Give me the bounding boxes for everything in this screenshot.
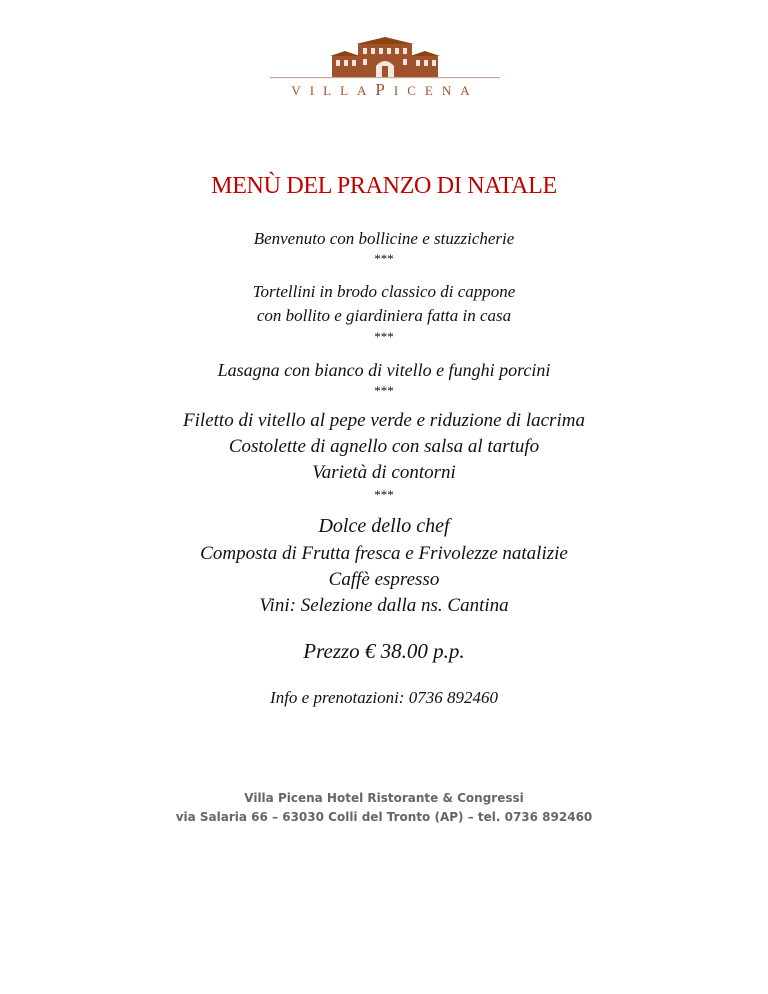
villa-building-icon (270, 34, 500, 114)
course-primo-2 (0, 358, 768, 400)
menu-line: Varietà di contorni (312, 462, 456, 483)
menu-line: con bollito e giardiniera fatta in casa (256, 306, 512, 325)
brand-wordmark: VILLAPICENA (291, 80, 479, 99)
menu-line: Costolette di agnello con salsa al tartufo (228, 436, 540, 457)
separator: *** (374, 383, 394, 398)
course-antipasto (0, 228, 768, 268)
separator: *** (374, 251, 394, 266)
footer-company: Villa Picena Hotel Ristorante & Congressi (244, 791, 524, 805)
menu-line: Caffè espresso (328, 569, 440, 590)
menu-price: Prezzo € 38.00 p.p. (303, 639, 465, 663)
menu-line: Lasagna con bianco di vitello e funghi porcini (217, 360, 551, 380)
menu-line: Dolce dello chef (318, 515, 450, 537)
menu-line: Vini: Selezione dalla ns. Cantina (259, 595, 509, 616)
menu-line: Tortellini in brodo classico di cappone (252, 282, 516, 301)
course-secondi (0, 408, 768, 504)
course-primo-1 (0, 280, 768, 346)
separator: *** (374, 487, 394, 502)
menu-line: Composta di Frutta fresca e Frivolezze natalizie (200, 543, 568, 564)
course-dolci (0, 512, 768, 619)
footer-contacts: via Salaria 66 – 63030 Colli del Tronto (AP) – tel. 0736 892460 (175, 810, 593, 824)
booking-info: Info e prenotazioni: 0736 892460 (270, 688, 498, 707)
footer-address (0, 789, 768, 827)
menu-line: Filetto di vitello al pepe verde e riduzione di lacrima (183, 410, 585, 431)
separator: *** (374, 329, 394, 344)
menu-title: MENÙ DEL PRANZO DI NATALE (211, 173, 557, 199)
menu-line: Benvenuto con bollicine e stuzzicherie (253, 229, 515, 248)
